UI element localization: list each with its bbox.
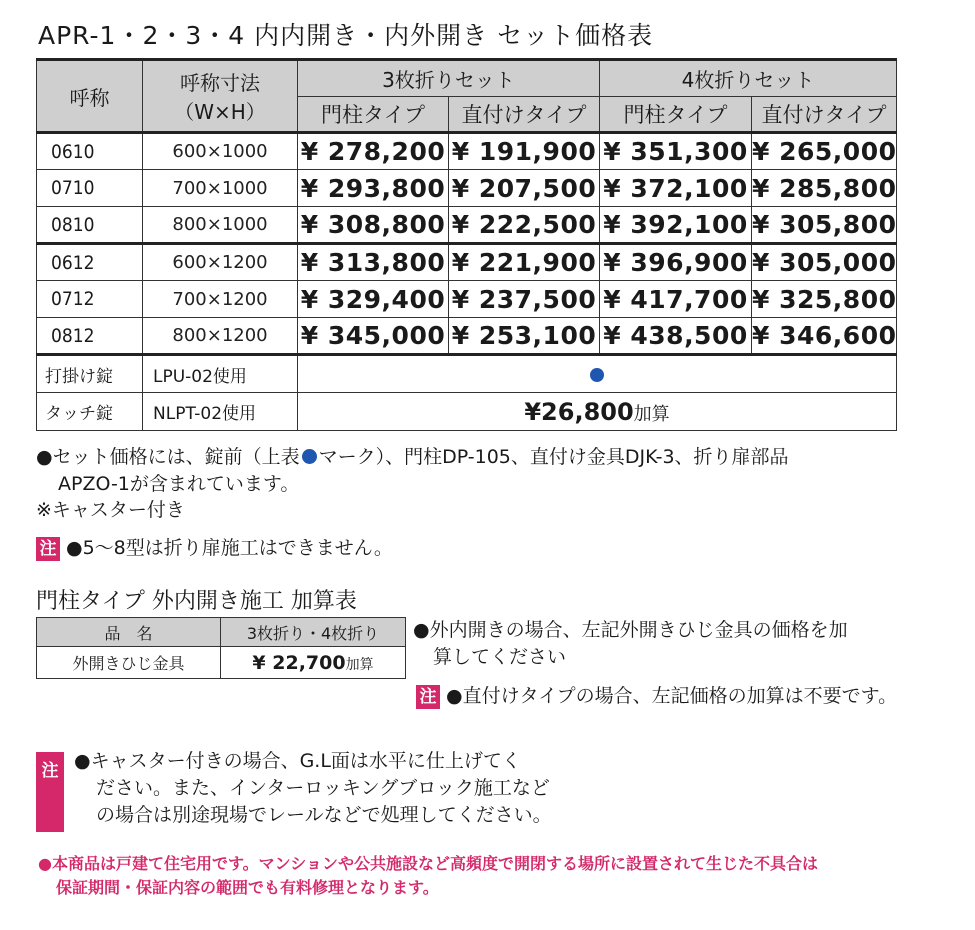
caster-note-line2: ださい。また、インターロッキングブロック施工など xyxy=(96,777,550,799)
footer-line1: ●本商品は戸建て住宅用です。マンションや公共施設など高頻度で開閉する場所に設置されて生じた不具合は xyxy=(38,854,818,873)
price-cell: ¥ 372,100 xyxy=(600,170,752,207)
group-3-header: 3枚折りセット xyxy=(298,60,600,97)
type-direct-header: 直付けタイプ xyxy=(449,97,600,133)
addon-item: 外開きひじ金具 xyxy=(37,647,221,679)
table-row xyxy=(37,170,897,207)
caster-note-line3: の場合は別途現場でレールなどで処理してください。 xyxy=(96,804,552,826)
row-size: 600×1200 xyxy=(143,244,298,281)
price-cell: ¥ 438,500 xyxy=(600,318,752,355)
addon-row xyxy=(37,647,406,679)
col-item-header: 品 名 xyxy=(37,618,221,647)
type-post-header: 門柱タイプ xyxy=(298,97,449,133)
addon-price: ¥ 22,700 xyxy=(252,651,346,674)
caster-note-badge: 注 xyxy=(36,752,64,832)
col-size-unit: （W×H） xyxy=(174,100,266,124)
group-4-header: 4枚折りセット xyxy=(600,60,897,97)
price-cell: ¥ 191,900 xyxy=(449,133,600,170)
set-note-line1 xyxy=(36,444,789,471)
footer-line2: 保証期間・保証内容の範囲でも有料修理となります。 xyxy=(56,878,439,897)
table-header-row xyxy=(37,60,897,97)
lock-name: 打掛け錠 xyxy=(37,355,143,393)
lock-spec: NLPT-02使用 xyxy=(143,393,298,431)
price-cell: ¥ 265,000 xyxy=(752,133,897,170)
note-badge-label: 注 xyxy=(36,537,60,561)
col-price-header: 3枚折り・4枚折り xyxy=(221,618,406,647)
col-size-header xyxy=(143,60,298,133)
row-code: 0712 xyxy=(37,281,143,318)
price-cell: ¥ 221,900 xyxy=(449,244,600,281)
col-name-header: 呼称 xyxy=(37,60,143,133)
price-cell: ¥ 396,900 xyxy=(600,244,752,281)
price-cell: ¥ 278,200 xyxy=(298,133,449,170)
addon-header-row xyxy=(37,618,406,647)
price-table xyxy=(36,58,897,431)
note-5-8: ●5～8型は折り扉施工はできません。 xyxy=(66,537,393,559)
page-title: APR-1・2・3・4 内内開き・内外開き セット価格表 xyxy=(38,21,654,50)
price-cell: ¥ 305,800 xyxy=(752,207,897,244)
row-size: 700×1200 xyxy=(143,281,298,318)
price-cell: ¥ 207,500 xyxy=(449,170,600,207)
lock-price: ¥26,800 xyxy=(524,397,634,426)
price-cell: ¥ 417,700 xyxy=(600,281,752,318)
addon-table xyxy=(36,617,406,679)
addon-note1-line2: 算してください xyxy=(433,646,567,668)
row-size: 800×1200 xyxy=(143,318,298,355)
row-code: 0810 xyxy=(37,207,143,244)
sub-title: 門柱タイプ 外内開き施工 加算表 xyxy=(36,589,357,614)
price-cell: ¥ 293,800 xyxy=(298,170,449,207)
price-cell: ¥ 237,500 xyxy=(449,281,600,318)
type-post-header: 門柱タイプ xyxy=(600,97,752,133)
addon-note2: ●直付けタイプの場合、左記価格の加算は不要です。 xyxy=(446,685,898,707)
row-code: 0812 xyxy=(37,318,143,355)
row-code: 0710 xyxy=(37,170,143,207)
price-cell: ¥ 345,000 xyxy=(298,318,449,355)
row-size: 800×1000 xyxy=(143,207,298,244)
lock-price-unit: 加算 xyxy=(633,403,670,425)
caster-note-line1: ●キャスター付きの場合、G.L面は水平に仕上げてく xyxy=(74,750,521,772)
lock-spec: LPU-02使用 xyxy=(143,355,298,393)
price-cell: ¥ 253,100 xyxy=(449,318,600,355)
addon-unit: 加算 xyxy=(345,656,374,673)
lock-row-touch xyxy=(37,393,897,431)
price-cell: ¥ 285,800 xyxy=(752,170,897,207)
lock-included-cell xyxy=(298,355,897,393)
caster-mark: ※キャスター付き xyxy=(36,499,185,521)
table-row xyxy=(37,207,897,244)
lock-price-cell xyxy=(298,393,897,431)
price-cell: ¥ 329,400 xyxy=(298,281,449,318)
lock-name: タッチ錠 xyxy=(37,393,143,431)
row-size: 700×1000 xyxy=(143,170,298,207)
price-cell: ¥ 222,500 xyxy=(449,207,600,244)
price-cell: ¥ 308,800 xyxy=(298,207,449,244)
col-size-label: 呼称寸法 xyxy=(180,71,260,95)
type-direct-header: 直付けタイプ xyxy=(752,97,897,133)
blue-dot-icon xyxy=(302,449,317,464)
price-cell: ¥ 325,800 xyxy=(752,281,897,318)
table-row xyxy=(37,318,897,355)
addon-note1-line1: ●外内開きの場合、左記外開きひじ金具の価格を加 xyxy=(413,619,848,641)
row-size: 600×1000 xyxy=(143,133,298,170)
set-note-line2: APZO-1が含まれています。 xyxy=(58,473,300,495)
note-badge xyxy=(36,537,60,561)
price-cell: ¥ 313,800 xyxy=(298,244,449,281)
addon-price-cell xyxy=(221,647,406,679)
set-note-text: マーク）、門柱DP-105、直付け金具DJK-3、折り扉部品 xyxy=(318,446,789,468)
lock-row-latch xyxy=(37,355,897,393)
price-cell: ¥ 392,100 xyxy=(600,207,752,244)
table-row xyxy=(37,244,897,281)
note-badge xyxy=(416,685,440,709)
note-badge-label: 注 xyxy=(416,685,440,709)
table-row xyxy=(37,281,897,318)
row-code: 0612 xyxy=(37,244,143,281)
price-cell: ¥ 346,600 xyxy=(752,318,897,355)
row-code: 0610 xyxy=(37,133,143,170)
included-dot-icon xyxy=(590,368,604,382)
set-note-text: ●セット価格には、錠前（上表 xyxy=(36,446,300,468)
price-cell: ¥ 351,300 xyxy=(600,133,752,170)
table-row xyxy=(37,133,897,170)
price-cell: ¥ 305,000 xyxy=(752,244,897,281)
